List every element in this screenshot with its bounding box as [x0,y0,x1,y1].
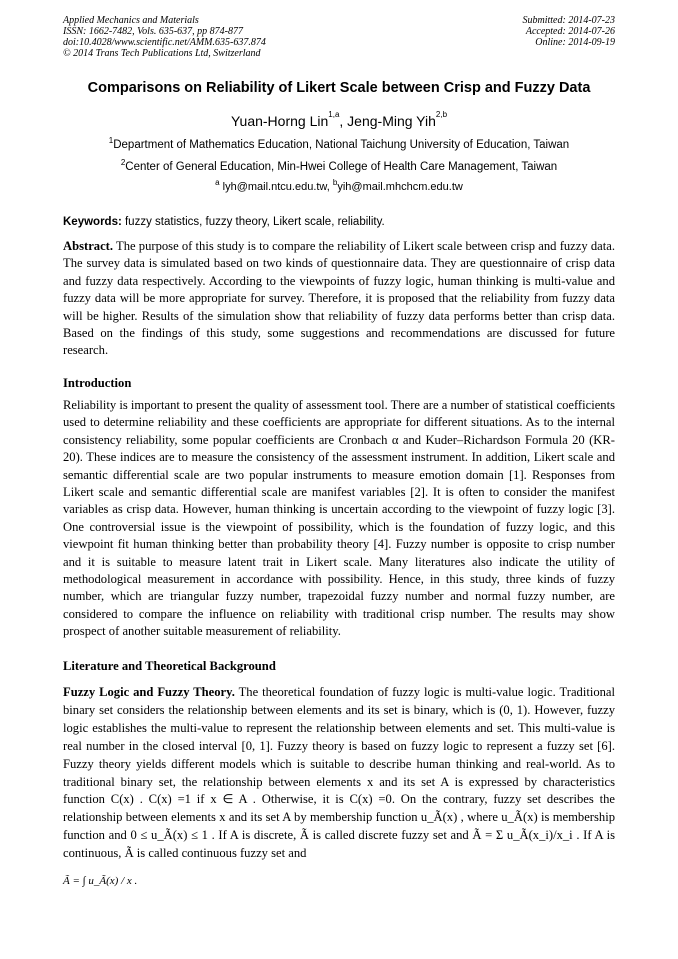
affiliation-1 [0,136,678,151]
introduction-heading: Introduction [63,376,132,390]
dates-info [523,15,616,48]
keywords-text: fuzzy statistics, fuzzy theory, Likert scale, reliability. [121,216,385,228]
introduction-text: Reliability is important to present the quality of assessment tool. There are a number of statistical coefficients used to determine reliability and these coefficients are appropriate for different situations. As to the internal consistency reliability, some popular coefficients are Cronbach α and Kuder–Richardson Formula 20 (KR-20). These indices are to measure the consistency of the assessment instrument. In addition, Likert scale and semantic differential scale are two popular instruments to measure emotion domain [1]. Responses from Likert scale and semantic differential scale are manifest variables [2]. It is often to consider the manifest variables as crisp data. However, human thinking is uncertain according to the viewpoint of fuzzy logic [3]. One controversial issue is the viewpoint of possibility, which is the foundation of fuzzy logic, and this viewpoint fit human thinking better than probability theory [4]. Fuzzy number is opposite to crisp number and it is suitable to measure latent trait in Likert scale. Many literatures also indicate the utility of methodological measurement in accordance with possibility. Hence, in this study, three kinds of fuzzy number, which are triangular fuzzy number, trapezoidal fuzzy number and normal fuzzy number, are considered to compare the influence on reliability with traditional crisp number. The results may show prospect of another suitable measurement of reliability. [63,398,615,639]
continuous-fuzzy-set-equation: Ã = ∫ u_Ã(x) / x . [63,875,138,887]
authors [0,110,678,129]
doi-line: doi:10.4028/www.scientific.net/AMM.635-637.874 [63,37,266,48]
online-date: Online: 2014-09-19 [535,37,615,48]
affiliation-1-text: Department of Mathematics Education, National Taichung University of Education, Taiwan [113,139,570,151]
author-2: Jeng-Ming Yih [347,113,436,129]
email-a: lyh@mail.ntcu.edu.tw, [219,181,333,193]
submitted-date: Submitted: 2014-07-23 [522,15,615,26]
journal-info [63,15,266,59]
affiliation-1-sup: 1 [108,136,114,145]
affiliation-2-sup: 2 [120,158,126,167]
author-2-sup: 2,b [435,110,448,119]
abstract-label: Abstract. [63,239,114,253]
abstract [63,238,615,360]
author-1-sup: 1,a [328,110,340,119]
paper-title: Comparisons on Reliability of Likert Scale between Crisp and Fuzzy Data [87,80,591,96]
keywords [63,216,615,228]
fuzzy-theory-text: The theoretical foundation of fuzzy logic is multi-value logic. Traditional binary set considers the relationship between elements and its set is binary, which is (0, 1). However, fuzzy logic establishes the multi-value to represent the relationship between elements and set. This multi-value is real number in the closed interval [0, 1]. Fuzzy theory is based on fuzzy logic to represent a fuzzy set [6]. Fuzzy theory yields different models which is suitable to describe human thinking and real-world. As to traditional binary set, the relationship between elements x and its set A is expressed by characteristics function C(x) . C(x) =1 if x ∈ A . Otherwise, it is C(x) =0. On the contrary, fuzzy set describes the relationship between elements x and its set A by membership function u_Ã(x) , where u_Ã(x) is membership function and 0 ≤ u_Ã(x) ≤ 1 . If A is discrete, Ã is called discrete fuzzy set and Ã = Σ u_Ã(x_i)/x_i . If A is continuous, Ã is called continuous fuzzy set and [63,685,616,861]
affiliation-2-text: Center of General Education, Min-Hwei College of Health Care Management, Taiwan [125,161,558,173]
accepted-date: Accepted: 2014-07-26 [525,26,615,37]
emails [0,178,678,193]
fuzzy-theory-paragraph [63,684,615,863]
fuzzy-theory-label: Fuzzy Logic and Fuzzy Theory. [63,685,235,699]
author-1: Yuan-Horng Lin [230,113,329,129]
abstract-text: The purpose of this study is to compare the reliability of Likert scale between crisp and fuzzy data. The survey data is simulated based on two kinds of questionnaire data. They are questionnaire of crisp data and fuzzy data respectively. According to the viewpoints of fuzzy logic, human thinking is multi-value and fuzzy data will be more appropriate for survey. Therefore, it is proposed that the reliability from fuzzy data will be higher. Results of the simulation show that reliability of fuzzy data performs better than crisp data. Based on the findings of this study, some suggestions and recommendations are discussed for future research. [63,239,615,358]
keywords-label: Keywords: [63,216,122,228]
copyright-line: © 2014 Trans Tech Publications Ltd, Switzerland [63,48,261,59]
email-a-sup: a [215,178,220,187]
journal-name: Applied Mechanics and Materials [63,15,199,26]
literature-heading: Literature and Theoretical Background [63,659,276,673]
email-b-sup: b [332,178,338,187]
author-separator: , [339,113,348,129]
email-b: yih@mail.mhchcm.edu.tw [337,181,463,193]
affiliation-2 [0,158,678,173]
issn-line: ISSN: 1662-7482, Vols. 635-637, pp 874-877 [63,26,243,37]
